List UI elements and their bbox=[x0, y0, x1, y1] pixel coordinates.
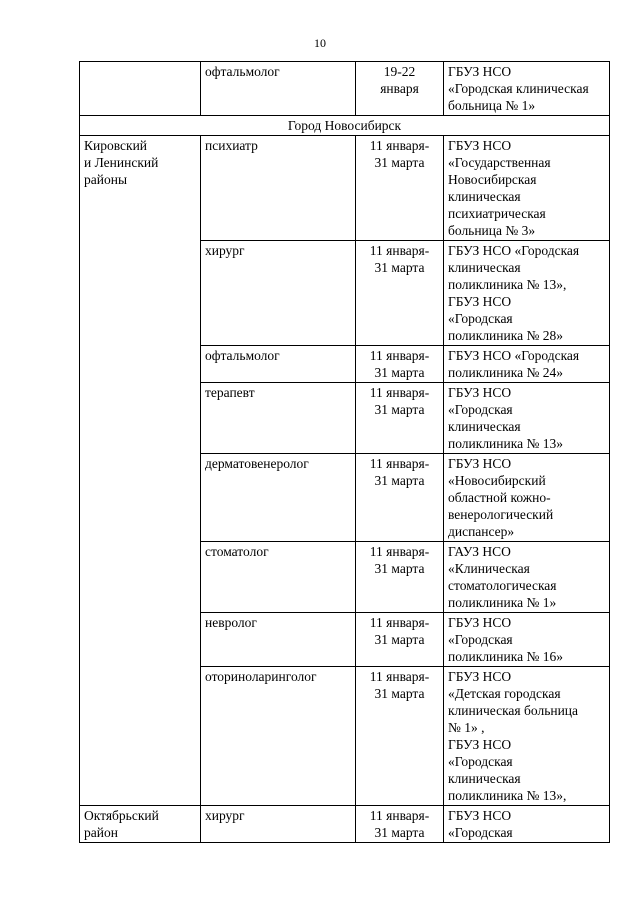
dates-cell: 11 января- 31 марта bbox=[356, 542, 444, 613]
district-cell: Октябрьский район bbox=[80, 806, 201, 843]
city-header-row bbox=[80, 116, 610, 136]
dates-cell: 11 января- 31 марта bbox=[356, 383, 444, 454]
institution-cell: ГБУЗ НСО «Городская поликлиника № 24» bbox=[444, 346, 610, 383]
dates-cell: 19-22 января bbox=[356, 62, 444, 116]
specialist-cell: стоматолог bbox=[201, 542, 356, 613]
district-cell: Кировский и Ленинский районы bbox=[80, 136, 201, 806]
institution-cell: ГБУЗ НСО «Новосибирский областной кожно- венерологический диспансер» bbox=[444, 454, 610, 542]
district-cell bbox=[80, 62, 201, 116]
institution-cell: ГБУЗ НСО «Городская клиническая поликлиника № 13», ГБУЗ НСО «Городская поликлиника № 28» bbox=[444, 241, 610, 346]
institution-cell: ГБУЗ НСО «Государственная Новосибирская клиническая психиатрическая больница № 3» bbox=[444, 136, 610, 241]
dates-cell: 11 января- 31 марта bbox=[356, 667, 444, 806]
dates-cell: 11 января- 31 марта bbox=[356, 454, 444, 542]
city-header: Город Новосибирск bbox=[80, 116, 610, 136]
specialist-cell: оториноларинголог bbox=[201, 667, 356, 806]
specialist-cell: терапевт bbox=[201, 383, 356, 454]
dates-cell: 11 января- 31 марта bbox=[356, 241, 444, 346]
table-row bbox=[80, 136, 610, 241]
institution-cell: ГБУЗ НСО «Детская городская клиническая больница № 1» , ГБУЗ НСО «Городская клиническая поликлиника № 13», bbox=[444, 667, 610, 806]
specialist-cell: хирург bbox=[201, 806, 356, 843]
table-row bbox=[80, 62, 610, 116]
dates-cell: 11 января- 31 марта bbox=[356, 806, 444, 843]
dates-cell: 11 января- 31 марта bbox=[356, 346, 444, 383]
specialist-cell: психиатр bbox=[201, 136, 356, 241]
specialist-cell: дерматовенеролог bbox=[201, 454, 356, 542]
institution-cell: ГБУЗ НСО «Городская клиническая больница № 1» bbox=[444, 62, 610, 116]
specialist-cell: невролог bbox=[201, 613, 356, 667]
specialist-cell: хирург bbox=[201, 241, 356, 346]
institution-cell: ГБУЗ НСО «Городская клиническая поликлиника № 13» bbox=[444, 383, 610, 454]
specialist-cell: офтальмолог bbox=[201, 346, 356, 383]
institution-cell: ГБУЗ НСО «Городская bbox=[444, 806, 610, 843]
page-number: 10 bbox=[314, 36, 326, 50]
institution-cell: ГБУЗ НСО «Городская поликлиника № 16» bbox=[444, 613, 610, 667]
schedule-table bbox=[79, 61, 610, 843]
table-row bbox=[80, 806, 610, 843]
specialist-cell: офтальмолог bbox=[201, 62, 356, 116]
dates-cell: 11 января- 31 марта bbox=[356, 613, 444, 667]
institution-cell: ГАУЗ НСО «Клиническая стоматологическая поликлиника № 1» bbox=[444, 542, 610, 613]
dates-cell: 11 января- 31 марта bbox=[356, 136, 444, 241]
